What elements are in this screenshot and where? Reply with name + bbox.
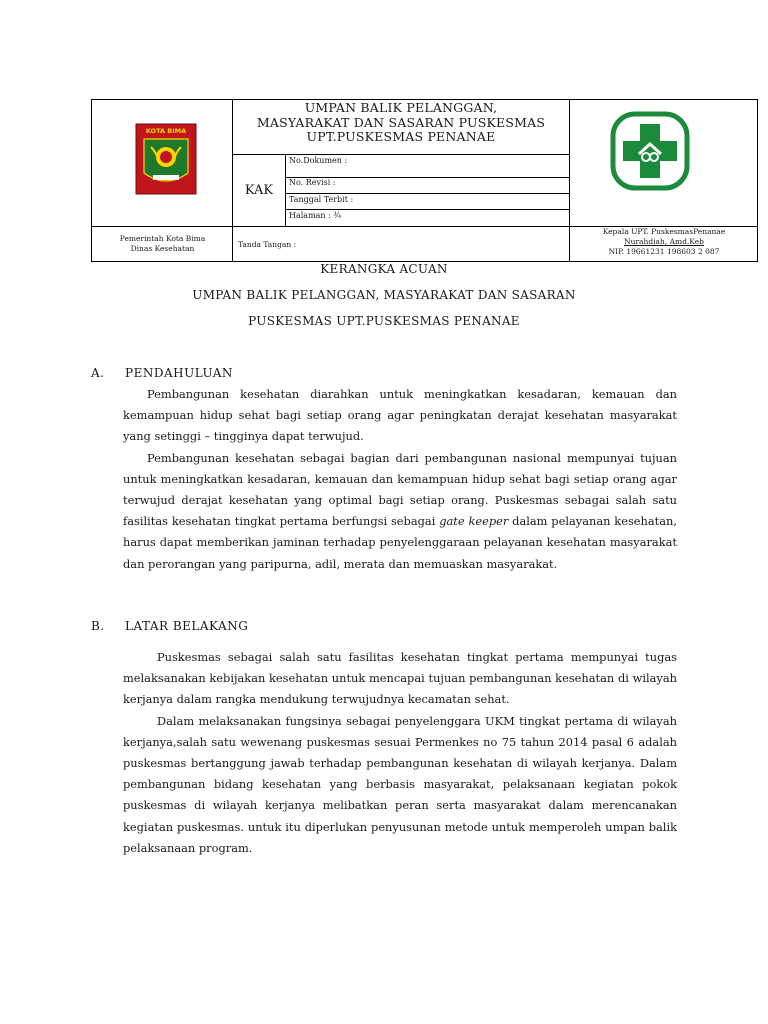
paragraph bbox=[123, 448, 677, 575]
footer-signature-label: Tanda Tangan : bbox=[238, 239, 297, 249]
meta-tanggal-terbit: Tanggal Terbit : bbox=[289, 195, 354, 204]
meta-halaman: Halaman : ¾ bbox=[289, 211, 342, 220]
header-title bbox=[233, 100, 569, 155]
paragraph-text: Pembangunan kesehatan sebagai bagian dari pembangunan nasional mempunyai tujuan untuk meningkatkan kesadaran, kemauan dan kemampuan hidup sehat bagi setiap orang agar terwujud derajat kesehatan yang optimal bagi setiap orang. Puskesmas sebagai salah satu fasilitas kesehatan tingkat pertama berfungsi sebagai bbox=[123, 450, 677, 529]
doc-title-line-1: KERANGKA ACUAN bbox=[320, 262, 448, 276]
header-title-line: UPT.PUSKESMAS PENANAE bbox=[306, 129, 496, 144]
footer-left-agency bbox=[92, 226, 233, 262]
section-a-body bbox=[123, 384, 677, 575]
paragraph-emphasis: gate keeper bbox=[439, 514, 509, 529]
meta-no-revisi: No. Revisi : bbox=[289, 178, 336, 187]
footer-right-official bbox=[570, 226, 758, 262]
section-number: A. bbox=[91, 366, 105, 380]
section-title: LATAR BELAKANG bbox=[125, 619, 249, 633]
meta-no-dokumen: No.Dokumen : bbox=[289, 156, 348, 165]
doc-title-line-2: UMPAN BALIK PELANGGAN, MASYARAKAT DAN SASARAN bbox=[192, 288, 576, 302]
footer-left-line: Dinas Kesehatan bbox=[130, 244, 195, 253]
footer-left-line: Pemerintah Kota Bima bbox=[119, 234, 206, 243]
section-b-heading bbox=[91, 619, 248, 633]
kota-bima-logo-icon bbox=[135, 123, 197, 195]
paragraph: Dalam melaksanakan fungsinya sebagai penyelenggara UKM tingkat pertama di wilayah kerjanya,salah satu wewenang puskesmas sesuai Permenkes no 75 tahun 2014 pasal 6 adalah puskesmas bertanggung jawab terhadap pembangunan kesehatan di wilayah kerjanya. Dalam pembangunan bidang kesehatan yang berbasis masyarakat, pelaksanaan kegiatan pokok puskesmas di wilayah kerjanya melibatkan peran serta masyarakat dalam merencanakan kegiatan puskesmas. untuk itu diperlukan penyusunan metode untuk memperoleh umpan balik pelaksanaan program. bbox=[123, 713, 677, 855]
header-title-line: UMPAN BALIK PELANGGAN, bbox=[304, 100, 498, 115]
paragraph: Puskesmas sebagai salah satu fasilitas kesehatan tingkat pertama mempunyai tugas melaksanakan kebijakan kesehatan untuk mencapai tujuan pembangunan kesehatan di wilayah kerjanya dalam rangka mendukung terwujudnya kecamatan sehat. bbox=[123, 650, 677, 707]
doc-title-line-3: PUSKESMAS UPT.PUSKESMAS PENANAE bbox=[248, 314, 520, 328]
puskesmas-logo-icon bbox=[609, 110, 691, 192]
paragraph-text: dalam pelayanan kesehatan, harus dapat memberikan jaminan terhadap penyelenggaraan pelayanan kesehatan masyarakat dan perorangan yang paripurna, adil, merata dan memuaskan masyarakat. bbox=[123, 514, 677, 571]
section-b-body bbox=[123, 647, 677, 859]
header-title-line: MASYARAKAT DAN SASARAN PUSKESMAS bbox=[256, 114, 546, 130]
footer-right-nip: NIP. 19661231 198603 2 087 bbox=[608, 247, 720, 256]
doc-type-label: KAK bbox=[244, 182, 274, 198]
document-header-table bbox=[91, 99, 758, 262]
footer-right-name: Nurahdiah, Amd.Keb bbox=[624, 237, 704, 246]
section-number: B. bbox=[91, 619, 105, 633]
paragraph: Pembangunan kesehatan diarahkan untuk meningkatkan kesadaran, kemauan dan kemampuan hidup sehat bagi setiap orang agar peningkatan derajat kesehatan masyarakat yang setinggi – tingginya dapat terwujud. bbox=[123, 387, 677, 444]
footer-right-line: Kepala UPT. PuskesmasPenanae bbox=[602, 227, 726, 236]
logo-lettering: KOTA BIMA bbox=[145, 127, 187, 135]
section-a-heading bbox=[91, 366, 233, 380]
section-title: PENDAHULUAN bbox=[125, 366, 233, 380]
